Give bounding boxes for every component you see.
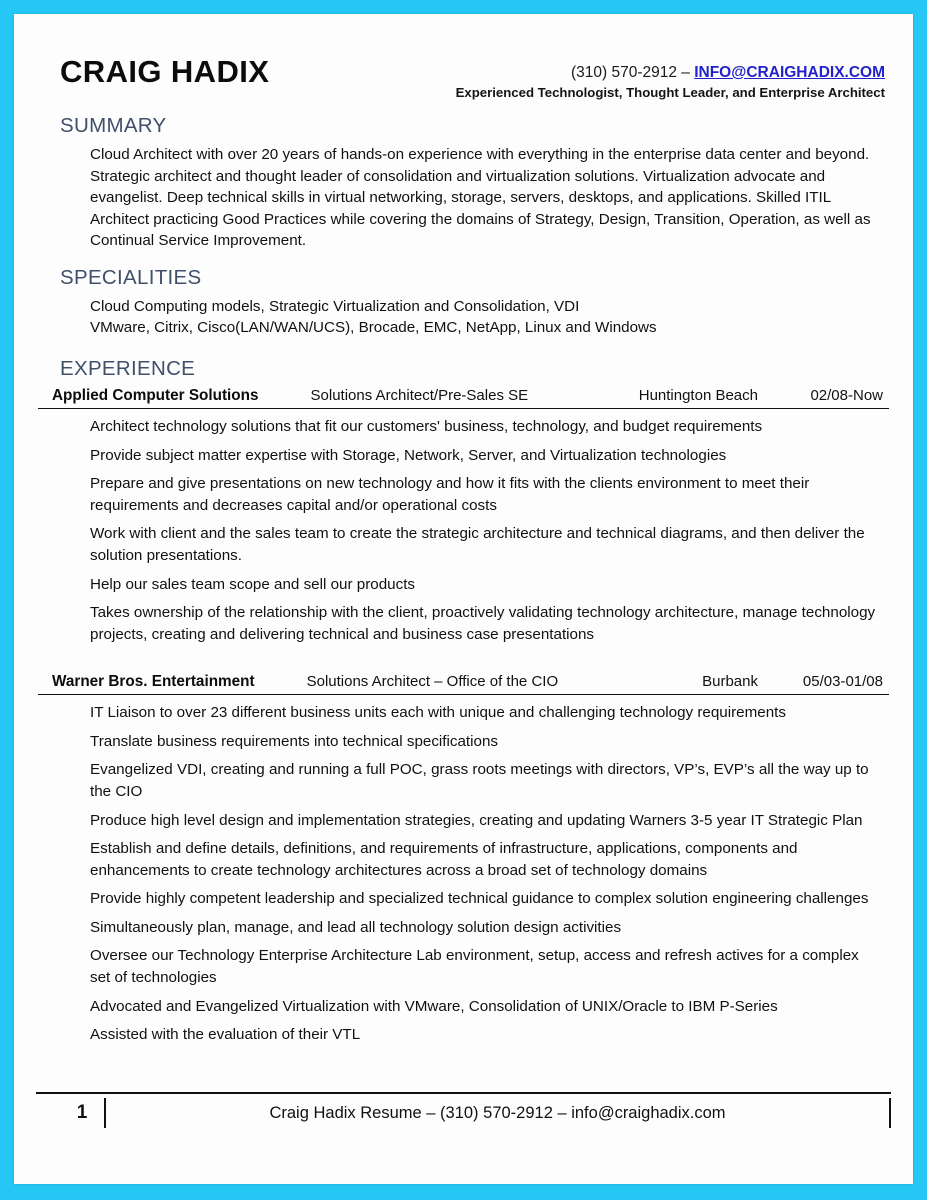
- job-bullet: Establish and define details, definitions, and requirements of infrastructure, applications, components and enhancements to create technology architectures across a broad set of technology domains: [90, 840, 798, 879]
- job-bullet-list: [36, 695, 891, 1046]
- job-dates: 05/03-01/08: [802, 673, 883, 691]
- resume-page: [14, 14, 913, 1184]
- job-bullet: Help our sales team scope and sell our products: [90, 575, 416, 593]
- candidate-name: CRAIG HADIX: [60, 54, 270, 89]
- page-footer: [36, 1092, 891, 1132]
- contact-block: [456, 54, 891, 100]
- phone-text: (310) 570-2912 –: [570, 64, 695, 81]
- section-title-specialities: SPECIALITIES: [60, 265, 202, 289]
- job-bullet: Advocated and Evangelized Virtualization with VMware, Consolidation of UNIX/Oracle to IBM P-Series: [90, 997, 778, 1015]
- email-link[interactable]: INFO@CRAIGHADIX.COM: [694, 64, 885, 81]
- job-bullet: Simultaneously plan, manage, and lead all technology solution design activities: [90, 918, 622, 936]
- job-bullet: Translate business requirements into technical specifications: [90, 732, 499, 750]
- specialities-line-2: VMware, Citrix, Cisco(LAN/WAN/UCS), Brocade, EMC, NetApp, Linux and Windows: [90, 319, 657, 337]
- footer-divider-right: [889, 1098, 891, 1128]
- experience-entry: [36, 387, 891, 645]
- job-header-row: [38, 673, 889, 695]
- job-bullet: Produce high level design and implementation strategies, creating and updating Warners 3-5 year IT Strategic Plan: [90, 811, 863, 829]
- job-role: Solutions Architect – Office of the CIO: [306, 673, 559, 691]
- section-title-experience: EXPERIENCE: [60, 357, 196, 381]
- section-title-summary: SUMMARY: [60, 114, 167, 137]
- job-bullet: Provide subject matter expertise with Storage, Network, Server, and Virtualization technologies: [90, 446, 727, 464]
- specialities-line-1: Cloud Computing models, Strategic Virtualization and Consolidation, VDI: [90, 297, 580, 315]
- job-bullet: Evangelized VDI, creating and running a full POC, grass roots meetings with directors, VP’s, EVP’s all the way up to the CIO: [90, 761, 869, 800]
- job-bullet: IT Liaison to over 23 different business units each with unique and challenging technology requirements: [90, 704, 786, 722]
- job-company: Applied Computer Solutions: [52, 387, 259, 405]
- job-dates: 02/08-Now: [810, 387, 883, 405]
- job-bullet: Assisted with the evaluation of their VTL: [90, 1026, 361, 1044]
- job-company: Warner Bros. Entertainment: [52, 673, 255, 691]
- job-bullet: Architect technology solutions that fit our customers' business, technology, and budget requirements: [90, 418, 763, 436]
- page-number: 1: [76, 1102, 88, 1123]
- job-bullet: Work with client and the sales team to create the strategic architecture and technical diagrams, and then deliver the solution presentations.: [90, 525, 865, 564]
- candidate-tagline: Experienced Technologist, Thought Leader, and Enterprise Architect: [455, 85, 885, 100]
- job-bullet-list: [36, 409, 891, 645]
- job-bullet: Oversee our Technology Enterprise Architecture Lab environment, setup, access and refresh actives for a complex set of technologies: [90, 947, 859, 987]
- job-location: Huntington Beach: [638, 387, 758, 405]
- job-header-row: [38, 387, 889, 409]
- footer-contact-text: Craig Hadix Resume – (310) 570-2912 – info@craighadix.com: [269, 1103, 726, 1122]
- job-role: Solutions Architect/Pre-Sales SE: [310, 387, 529, 405]
- job-bullet: Provide highly competent leadership and specialized technical guidance to complex solution engineering challenges: [90, 890, 869, 908]
- summary-paragraph: Cloud Architect with over 20 years of hands-on experience with everything in the enterprise data center and beyond. Strategic architect and thought leader of consolidation and virtualization solutions. Virtualization advocate and evangelist. Deep technical skills in virtual networking, storage, servers, desktops, and applications. Skilled ITIL Architect practicing Good Practices while covering the domains of Strategy, Design, Transition, Operation, as well as Continual Service Improvement.: [90, 146, 871, 250]
- job-bullet: Prepare and give presentations on new technology and how it fits with the clients environment to meet their requirements and decreases capital and/or operational costs: [90, 475, 810, 514]
- contact-phone-email-line: [456, 64, 885, 82]
- resume-header: [36, 14, 891, 100]
- experience-entry: [36, 673, 891, 1046]
- job-location: Burbank: [702, 673, 758, 691]
- job-bullet: Takes ownership of the relationship with the client, proactively validating technology architecture, manage technology projects, creating and delivering technical and business case presentations: [90, 604, 876, 643]
